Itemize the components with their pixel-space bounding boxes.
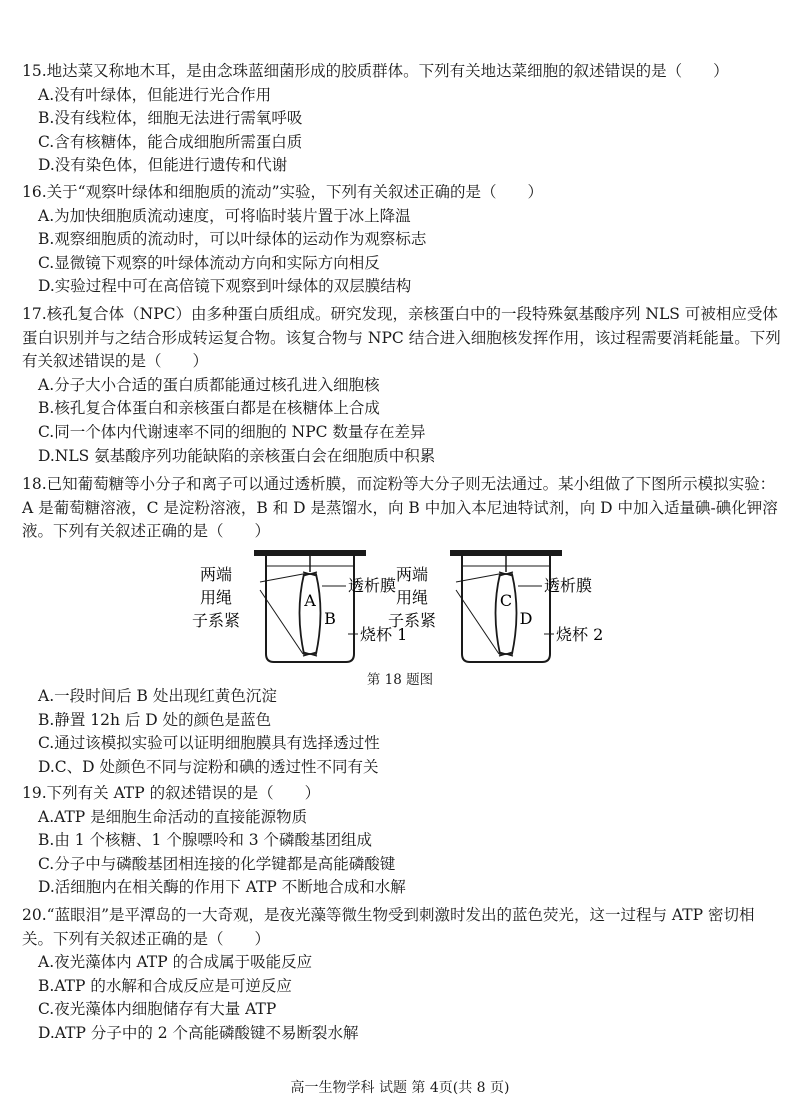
option-d: D.没有染色体，但能进行遗传和代谢	[38, 156, 288, 175]
option-d: D.ATP 分子中的 2 个高能磷酸键不易断裂水解	[38, 1023, 359, 1042]
support-rod	[450, 550, 562, 556]
option-a: A.夜光藻体内 ATP 的合成属于吸能反应	[38, 953, 313, 972]
dialysis-bag	[300, 574, 321, 654]
rope-label-line-3: 子系紧	[388, 611, 437, 630]
option-c: C.夜光藻体内细胞储存有大量 ATP	[38, 1000, 277, 1019]
question-stem: 17.核孔复合体（NPC）由多种蛋白质组成。研究发现，亲核蛋白中的一段特殊氨基酸序列 NLS 可被相应受体蛋白识别并与之结合形成转运复合物。该复合物与 NPC 结合进入细胞核发挥作用，该过程需要消耗能量。下列有关叙述错误的是（ ）	[22, 305, 781, 371]
question-stem: 18.已知葡萄糖等小分子和离子可以通过透析膜，而淀粉等大分子则无法通过。某小组做了下图所示模拟实验：A 是葡萄糖溶液，C 是淀粉溶液，B 和 D 是蒸馏水，向 B 中加入本尼迪特试剂，向 D 中加入适量碘-碘化钾溶液。下列有关叙述正确的是（ ）	[22, 475, 778, 541]
outer-label: B	[324, 609, 336, 628]
option-c: C.分子中与磷酸基团相连接的化学键都是高能磷酸键	[38, 854, 396, 873]
rope-label-line-2: 用绳	[200, 588, 233, 607]
option-d: D.C、D 处颜色不同与淀粉和碘的透过性不同有关	[38, 757, 379, 776]
rope-label-line-1: 两端	[396, 565, 429, 584]
question-17	[22, 303, 782, 468]
membrane-label-1: 透析膜	[348, 576, 397, 595]
rope-label-line-2: 用绳	[396, 588, 429, 607]
question-18-options	[22, 685, 782, 779]
inner-label: C	[499, 591, 513, 610]
question-stem: 20.“蓝眼泪”是平潭岛的一大奇观，是夜光藻等微生物受到刺激时发出的蓝色荧光，这一过程与 ATP 密切相关。下列有关叙述正确的是（ ）	[22, 906, 755, 948]
option-c: C.通过该模拟实验可以证明细胞膜具有选择透过性	[38, 734, 380, 753]
question-stem: 15.地达菜又称地木耳，是由念珠蓝细菌形成的胶质群体。下列有关地达菜细胞的叙述错误的是（ ）	[22, 62, 729, 80]
option-d: D.实验过程中可在高倍镜下观察到叶绿体的双层膜结构	[38, 277, 412, 296]
question-20	[22, 904, 782, 1046]
option-b: B.没有线粒体，细胞无法进行需氧呼吸	[38, 109, 303, 128]
question-18	[22, 473, 782, 544]
question-19	[22, 782, 782, 900]
option-a: A.分子大小合适的蛋白质都能通过核孔进入细胞核	[38, 375, 380, 394]
question-15	[22, 60, 782, 178]
option-b: B.观察细胞质的流动时，可以叶绿体的运动作为观察标志	[38, 230, 427, 249]
question-stem: 16.关于“观察叶绿体和细胞质的流动”实验，下列有关叙述正确的是（ ）	[22, 183, 544, 201]
option-a: A.为加快细胞质流动速度，可将临时装片置于冰上降温	[38, 206, 411, 225]
option-b: B.静置 12h 后 D 处的颜色是蓝色	[38, 710, 272, 729]
membrane-label-2: 透析膜	[544, 576, 593, 595]
rope-label-line-1: 两端	[200, 565, 233, 584]
inner-label: A	[304, 591, 316, 610]
option-a: A.一段时间后 B 处出现红黄色沉淀	[38, 687, 277, 705]
page-footer: 高一生物学科 试题 第 4页(共 8 页)	[290, 1080, 510, 1096]
option-b: B.由 1 个核糖、1 个腺嘌呤和 3 个磷酸基团组成	[38, 831, 373, 850]
option-d: D.活细胞内在相关酶的作用下 ATP 不断地合成和水解	[38, 878, 406, 897]
option-c: C.显微镜下观察的叶绿体流动方向和实际方向相反	[38, 253, 380, 272]
rope-label-line-3: 子系紧	[192, 611, 241, 630]
question-16	[22, 181, 782, 299]
option-d: D.NLS 氨基酸序列功能缺陷的亲核蛋白会在细胞质中积累	[38, 446, 436, 465]
dialysis-bag	[496, 574, 517, 654]
beaker-2	[450, 550, 562, 662]
option-c: C.含有核糖体，能合成细胞所需蛋白质	[38, 132, 303, 151]
beaker-label-1: 烧杯 1	[360, 625, 408, 644]
option-c: C.同一个体内代谢速率不同的细胞的 NPC 数量存在差异	[38, 422, 426, 441]
option-b: B.核孔复合体蛋白和亲核蛋白都是在核糖体上合成	[38, 399, 380, 418]
beaker-1	[254, 550, 366, 662]
option-b: B.ATP 的水解和合成反应是可逆反应	[38, 976, 292, 995]
question-stem: 19.下列有关 ATP 的叙述错误的是（ ）	[22, 784, 321, 802]
beaker-label-2: 烧杯 2	[556, 625, 604, 644]
dialysis-experiment-figure	[192, 542, 620, 672]
figure-caption: 第 18 题图	[366, 672, 434, 688]
option-a: A.ATP 是细胞生命活动的直接能源物质	[38, 807, 308, 826]
option-a: A.没有叶绿体，但能进行光合作用	[38, 85, 272, 104]
support-rod	[254, 550, 366, 556]
outer-label: D	[519, 609, 533, 628]
